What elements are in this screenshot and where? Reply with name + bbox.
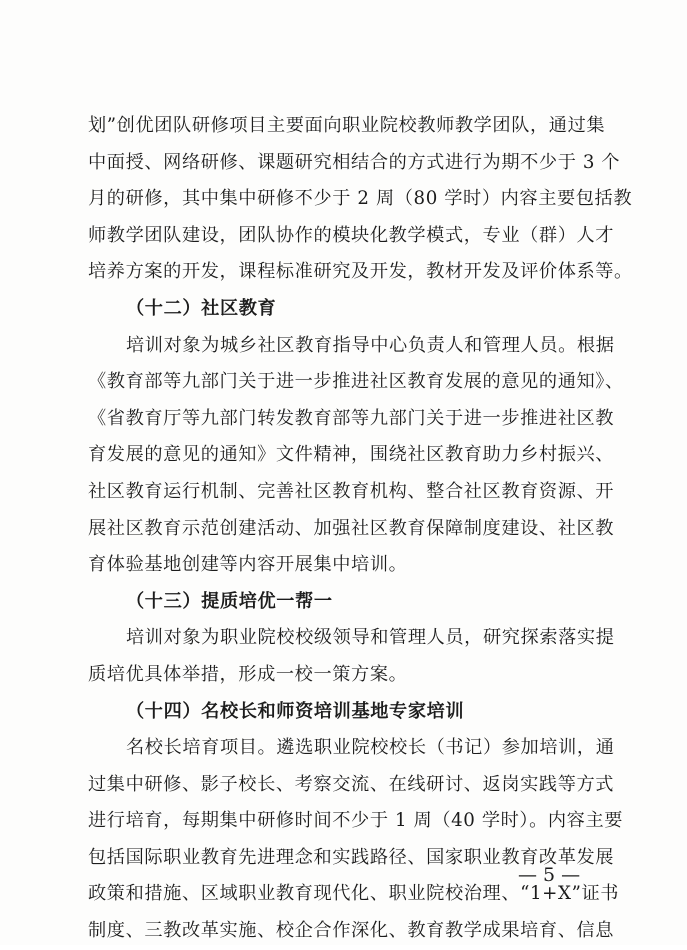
section-heading: （十四）名校长和师资培训基地专家培训 [126,700,465,722]
paragraph [88,108,633,291]
text-line: 进行培育，每期集中研修时间不少于 1 周（40 学时）。内容主要 [88,810,624,832]
text-line: 《省教育厅等九部门转发教育部等九部门关于进一步推进社区教 [88,407,615,429]
section-heading: （十二）社区教育 [126,297,277,319]
text-line: 培训对象为城乡社区教育指导中心负责人和管理人员。根据 [126,334,615,356]
text-line: 展社区教育示范创建活动、加强社区教育保障制度建设、社区教 [88,517,615,539]
text-line: 过集中研修、影子校长、考察交流、在线研讨、返岗实践等方式 [88,773,615,795]
text-line: 月的研修，其中集中研修不少于 2 周（80 学时）内容主要包括教 [88,188,633,210]
text-line: 培养方案的开发，课程标准研究及开发，教材开发及评价体系等。 [88,261,633,283]
section-heading: （十三）提质培优一帮一 [126,590,333,612]
page-number: — 5 — [518,864,581,886]
text-line: 划”创优团队研修项目主要面向职业院校教师教学团队，通过集 [88,115,606,136]
paragraph [88,620,615,693]
text-line: 育体验基地创建等内容开展集中培训。 [88,554,408,576]
text-line: 制度、三教改革实施、校企合作深化、教育教学成果培育、信息 [88,920,615,942]
text-line: 包括国际职业教育先进理念和实践路径、国家职业教育改革发展 [88,846,615,868]
text-line: 师教学团队建设，团队协作的模块化教学模式，专业（群）人才 [88,224,615,246]
text-line: 社区教育运行机制、完善社区教育机构、整合社区教育资源、开 [88,480,615,502]
text-line: 中面授、网络研修、课题研究相结合的方式进行为期不少于 3 个 [88,151,621,173]
paragraph [88,328,624,584]
text-line: 质培优具体举措，形成一校一策方案。 [88,663,408,685]
text-line: 培训对象为职业院校校级领导和管理人员，研究探索落实提 [126,627,615,649]
text-line: 政策和措施、区域职业教育现代化、职业院校治理、“1+X”证书 [88,883,620,905]
text-line: 《教育部等九部门关于进一步推进社区教育发展的意见的通知》、 [88,371,624,393]
text-line: 名校长培育项目。遴选职业院校校长（书记）参加培训，通 [126,737,615,759]
paragraph [88,730,624,950]
text-line: 育发展的意见的通知》文件精神，围绕社区教育助力乡村振兴、 [88,444,615,466]
document-body [88,108,633,950]
